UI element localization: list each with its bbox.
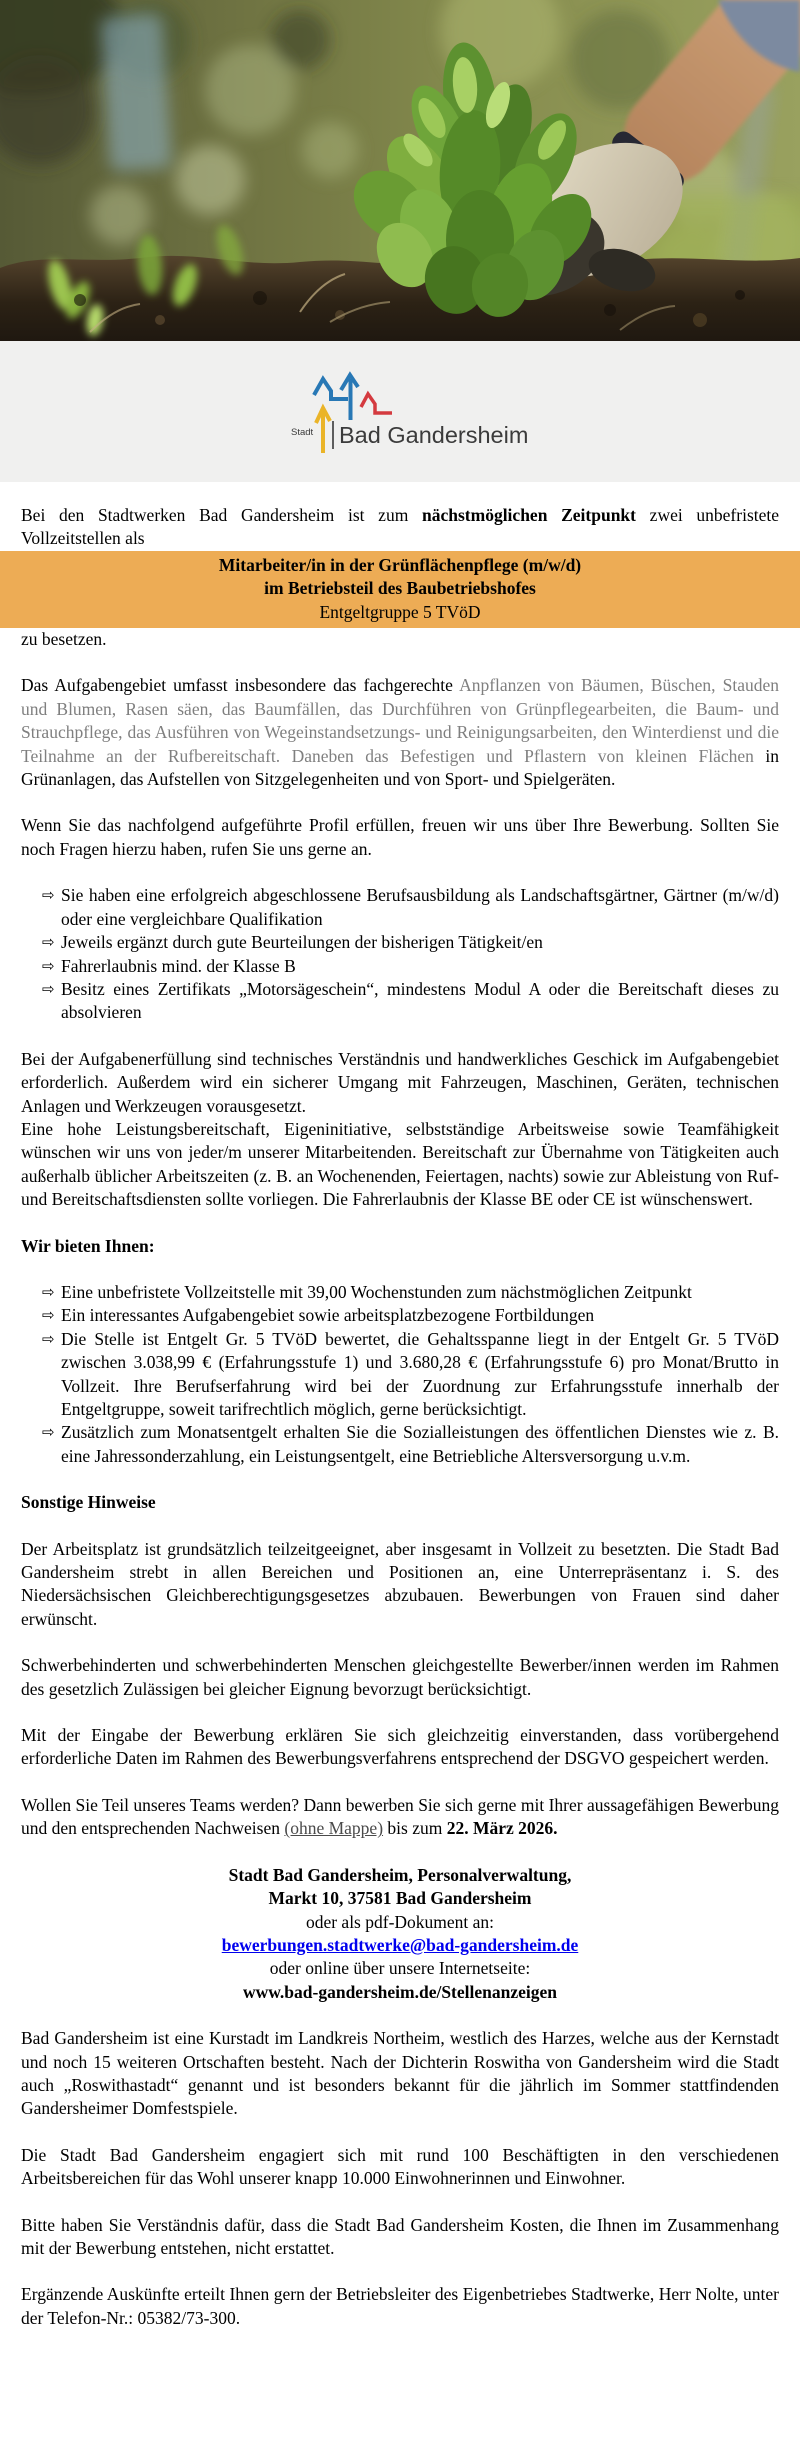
tasks-text-black: Das Aufgabengebiet umfasst insbesondere das fachgerechte [21,675,460,696]
list-item-text: Zusätzlich zum Monatsentgelt erhalten Sie die Sozialleistungen des öffentlichen Dienstes wie z. B. eine Jahressonderzahlung, ein Leistungsentgelt, eine Betriebliche Altersversorgung u.v.m. [61,1422,779,1466]
arrow-bullet-icon: ⇨ [42,956,55,975]
contact-paragraph: Ergänzende Auskünfte erteilt Ihnen gern der Betriebsleiter des Eigenbetriebes Stadtwerke, Herr Nolte, unter der Telefon-Nr.: 05382/73-300. [21,2284,779,2328]
requirements-paragraph-2: Eine hohe Leistungsbereitschaft, Eigeninitiative, selbstständige Arbeitsweise sowie Teamfähigkeit wünschen wir uns von jeder/m unserer Mitarbeitenden. Bereitschaft zur Übernahme von Tätigkeiten auch außerhalb üblicher Arbeitszeiten (z. B. an Wochenenden, Feiertagen, nachts) sowie zur Ableistung von Ruf- und Bereitschaftsdiensten sollte vorliegen. Die Fahrerlaubnis der Klasse BE oder CE ist wünschenswert. [21,1118,779,1210]
address-line-5: oder online über unsere Internetseite: [269,1958,531,1979]
tasks-text-gray: Anpflanzen von Bäumen, Büschen, Stauden und Blumen, Rasen säen, das Baumfällen, das Durchführen von Grünpflegearbeiten, die Baum- und Strauchpflege, das Ausführen von Wegeinstandsetzungs- und Reinigungsarbeiten, den Winterdienst und die Teilnahme an der Rufbereitschaft. Daneben das Befestigen und Pflastern von kleinen Flächen [21,675,779,766]
address-line-3: oder als pdf-Dokument an: [305,1911,495,1932]
arrow-bullet-icon: ⇨ [42,933,55,952]
website-url: www.bad-gandersheim.de/Stellenanzeigen [242,1981,558,2002]
list-item [21,931,779,954]
arrow-bullet-icon: ⇨ [42,886,55,905]
list-item-text: Ein interessantes Aufgabengebiet sowie arbeitsplatzbezogene Fortbildungen [61,1305,595,1326]
about-staff-paragraph: Die Stadt Bad Gandersheim engagiert sich mit rund 100 Beschäftigten in den verschiedenen Arbeitsbereichen für das Wohl unserer knapp 10.000 Einwohnerinnen und Einwohner. [21,2144,779,2189]
costs-paragraph: Bitte haben Sie Verständnis dafür, dass die Stadt Bad Gandersheim Kosten, die Ihnen im Zusammenhang mit der Bewerbung entstehen, nicht erstattet. [21,2214,779,2258]
intro-bold: nächstmöglichen Zeitpunkt [422,505,636,525]
closing-paragraph [21,1794,779,1841]
list-item-text: Eine unbefristete Vollzeitstelle mit 39,00 Wochenstunden zum nächstmöglichen Zeitpunkt [61,1281,692,1302]
closing-text-2: bis zum [383,1818,447,1839]
closing-underlined: (ohne Mappe) [284,1818,384,1839]
job-posting-content [0,482,800,2330]
intro-text: Bei den Stadtwerken Bad Gandersheim ist zum [21,505,422,525]
requirements-block [21,1048,779,1212]
about-city-paragraph: Bad Gandersheim ist eine Kurstadt im Landkreis Northeim, westlich des Harzes, welche aus der Kernstadt und noch 15 weiteren Ortschaften besteht. Nach der Dichterin Roswitha von Gandersheim wird die Stadt auch „Roswithastadt“ genannt und ist besonders bekannt für die jährlich im Sommer stattfindenden Gandersheimer Domfestspiele. [21,2028,779,2119]
job-title-line-2: im Betriebsteil des Baubetriebshofes [264,578,536,599]
list-item-text: Die Stelle ist Entgelt Gr. 5 TVöD bewertet, die Gehaltsspanne liegt in der Entgelt Gr. 5 TVöD zwischen 3.038,99 € (Erfahrungsstufe 1) und 3.680,28 € (Erfahrungsstufe 6) pro Monat/Brutto in Vollzeit. Ihre Berufserfahrung wird bei der Zuordnung zur Erfahrungsstufe innerhalb der Entgeltgruppe, soweit tarifrechtlich möglich, gerne berücksichtigt. [61,1328,779,1419]
requirements-paragraph-1: Bei der Aufgabenerfüllung sind technisches Verständnis und handwerkliches Geschick im Aufgabengebiet erforderlich. Außerdem wird ein sicherer Umgang mit Fahrzeugen, Maschinen, Geräten, technischen Anlagen und Werkzeugen vorausgesetzt. [21,1048,779,1116]
application-deadline: 22. März 2026. [446,1818,558,1839]
logo-pretext: Stadt [291,426,314,438]
after-banner-text: zu besetzen. [21,629,107,650]
tasks-text-black-2: in Grünanlagen, das Aufstellen von Sitzgelegenheiten und von Sport- und Spielgeräten. [21,745,779,790]
list-item [21,884,779,931]
job-title-banner [0,551,800,628]
logo-city-name: Bad Gandersheim [339,421,529,448]
logo-band [0,341,800,482]
list-item-text: Fahrerlaubnis mind. der Klasse B [61,955,296,976]
email-link[interactable]: bewerbungen.stadtwerke@bad-gandersheim.de [221,1934,579,1955]
notes-paragraph-2: Schwerbehinderten und schwerbehinderten Menschen gleichgestellte Bewerber/innen werden im Rahmen des gesetzlich Zulässigen bei gleicher Eignung bevorzugt berücksichtigt. [21,1655,779,1699]
closing-text: Wollen Sie Teil unseres Teams werden? Dann bewerben Sie sich gerne mit Ihrer aussagefähigen Bewerbung und den entsprechenden Nachweisen [21,1794,779,1839]
offer-list [21,1281,779,1468]
notes-paragraph-1: Der Arbeitsplatz ist grundsätzlich teilzeitgeeignet, aber insgesamt in Vollzeit zu besetzten. Die Stadt Bad Gandersheim strebt in allen Bereichen und Positionen an, eine Unterrepräsentanz i. S. des Niedersächsischen Gleichberechtigungsgesetzes abzubauen. Bewerbungen von Frauen sind daher erwünscht. [21,1538,779,1629]
job-title-line-1: Mitarbeiter/in in der Grünflächenpflege (m/w/d) [218,554,582,575]
application-address-block [21,1864,779,2004]
list-item-text: Sie haben eine erfolgreich abgeschlossene Berufsausbildung als Landschaftsgärtner, Gärtner (m/w/d) oder eine vergleichbare Qualifikation [61,885,779,929]
arrow-bullet-icon: ⇨ [42,1329,55,1348]
tasks-paragraph [21,674,779,791]
hero-gardening-illustration [0,0,800,341]
list-item [21,1281,779,1304]
list-item-text: Besitz eines Zertifikats „Motorsägeschein“, mindestens Modul A oder die Bereitschaft dieses zu absolvieren [61,978,779,1023]
notes-heading: Sonstige Hinweise [21,1492,156,1513]
intro-text-2: zwei unbefristete Vollzeitstellen als [21,505,780,549]
address-line-2: Markt 10, 37581 Bad Gandersheim [268,1888,532,1909]
arrow-bullet-icon: ⇨ [42,1423,55,1442]
hero-image [0,0,800,341]
pay-grade-line: Entgeltgruppe 5 TVöD [319,601,481,622]
notes-paragraph-3: Mit der Eingabe der Bewerbung erklären Sie sich gleichzeitig einverstanden, dass vorübergehend erforderliche Daten im Rahmen des Bewerbungsverfahrens entsprechend der DSGVO gespeichert werden. [21,1725,779,1769]
arrow-bullet-icon: ⇨ [42,979,55,998]
address-line-1: Stadt Bad Gandersheim, Personalverwaltung, [228,1864,572,1885]
list-item-text: Jeweils ergänzt durch gute Beurteilungen der bisherigen Tätigkeit/en [61,932,543,953]
arrow-bullet-icon: ⇨ [42,1306,55,1325]
city-logo [270,353,530,471]
profile-list [21,884,779,1024]
offer-heading: Wir bieten Ihnen: [21,1235,155,1256]
list-item [21,1304,779,1327]
arrow-bullet-icon: ⇨ [42,1282,55,1301]
list-item [21,955,779,978]
list-item [21,978,779,1025]
intro-paragraph [21,504,779,551]
invite-paragraph: Wenn Sie das nachfolgend aufgeführte Profil erfüllen, freuen wir uns über Ihre Bewerbung. Sollten Sie noch Fragen hierzu haben, rufen Sie uns gerne an. [21,815,779,859]
list-item [21,1421,779,1468]
list-item [21,1328,779,1422]
